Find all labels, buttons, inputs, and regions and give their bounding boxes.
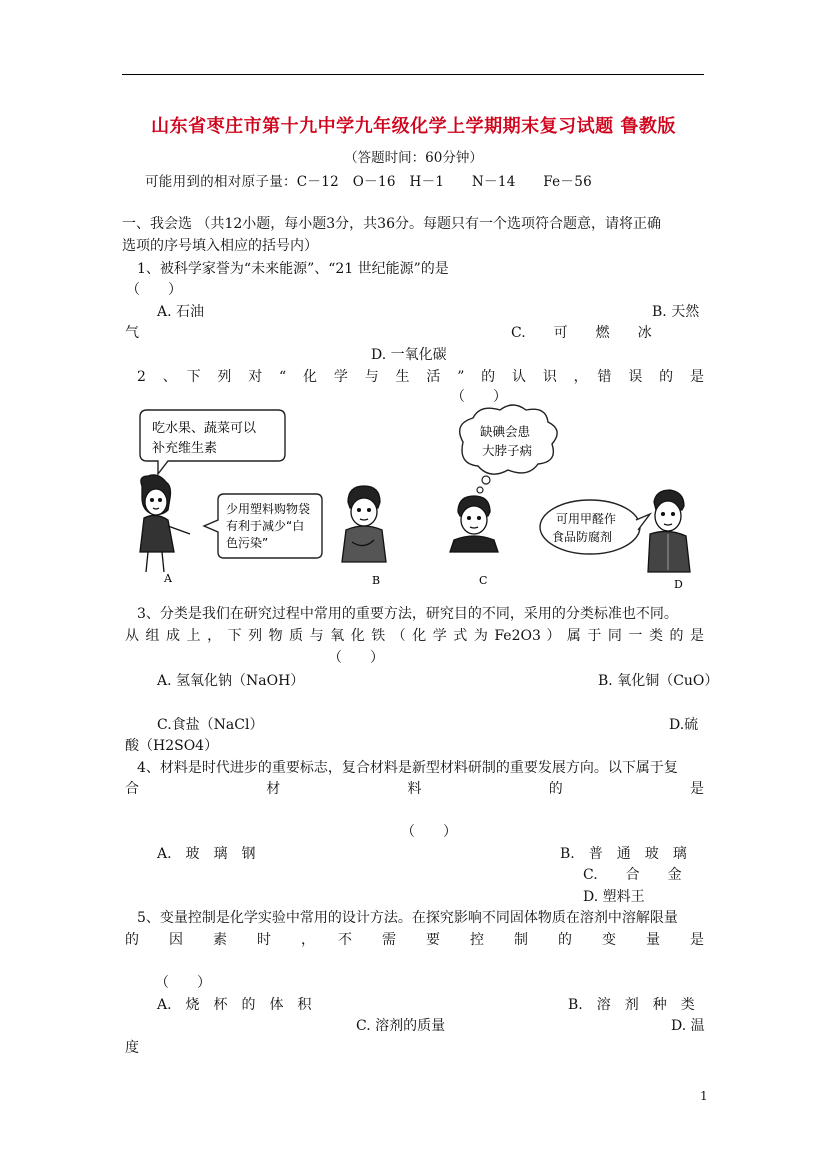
bubble-b-line1: 少用塑料购物袋	[226, 502, 311, 516]
q3-option-a: A. 氢氧化钠（NaOH）	[157, 673, 305, 689]
bubble-c-line1: 缺碘会患	[480, 424, 531, 439]
q5-stem-line1: 5、变量控制是化学实验中常用的设计方法。在探究影响不同固体物质在溶剂中溶解限量	[137, 910, 678, 926]
bubble-b-line2: 有利于减少“白	[226, 519, 305, 533]
q5-option-c: C. 溶剂的质量	[356, 1018, 446, 1034]
bubble-a-line2: 补充维生素	[152, 441, 218, 456]
section-intro-line2: 选项的序号填入相应的括号内）	[122, 238, 318, 254]
q5-paren: （ ）	[155, 975, 211, 991]
q3-option-c: C.食盐（NaCl）	[157, 717, 264, 733]
q2-illustration	[128, 402, 708, 596]
exam-time: （答题时间：60分钟）	[344, 150, 483, 166]
q3-paren: （ ）	[328, 650, 384, 666]
q2-paren: （ ）	[451, 389, 507, 405]
q1-option-b-wrap: 气	[125, 325, 139, 341]
q1-option-d: D. 一氧化碳	[371, 347, 447, 363]
q3-stem-line2: 从 组 成 上 ， 下 列 物 质 与 氧 化 铁 （ 化 学 式 为 Fe2O3 ） 属 于 同 一 类 的 是	[125, 628, 704, 644]
figure-label-d: D	[674, 578, 683, 591]
q3-option-d: D.硫	[669, 717, 699, 733]
q1-option-c: C. 可 燃 冰	[511, 325, 652, 341]
bubble-b	[204, 494, 322, 558]
q4-option-d: D. 塑料王	[583, 889, 645, 905]
bubble-c	[460, 405, 557, 500]
figure-label-b: B	[372, 574, 381, 587]
q5-option-b: B. 溶 剂 种 类	[568, 997, 695, 1013]
q4-stem-line2: 合 材 料 的 是	[125, 781, 704, 797]
page-number: 1	[700, 1089, 708, 1103]
q1-option-a: A. 石油	[157, 304, 205, 320]
q4-option-a: A. 玻 璃 钢	[157, 846, 256, 862]
q5-stem-line2: 的 因 素 时 ， 不 需 要 控 制 的 变 量 是	[125, 932, 704, 948]
q4-paren: （ ）	[401, 824, 457, 840]
q1-paren: （ ）	[126, 282, 182, 298]
atomic-mass-line: 可能用到的相对原子量：C－12 O－16 H－1 N－14 Fe－56	[145, 174, 593, 190]
q1-stem: 1、被科学家誉为“未来能源”、“21 世纪能源”的是	[137, 261, 449, 277]
section-intro-line1: 一、我会选 （共12小题，每小题3分，共36分。每题只有一个选项符合题意，请将正确	[122, 216, 661, 232]
q5-option-d: D. 温	[671, 1018, 705, 1034]
q4-option-c: C. 合 金	[583, 867, 682, 883]
bubble-b-line3: 色污染”	[226, 536, 269, 550]
character-d	[648, 490, 690, 572]
page-title: 山东省枣庄市第十九中学九年级化学上学期期末复习试题 鲁教版	[151, 116, 676, 137]
character-b	[342, 486, 386, 562]
figure-label-a: A	[164, 572, 172, 585]
q4-option-b: B. 普 通 玻 璃	[560, 846, 687, 862]
bubble-a-line1: 吃水果、蔬菜可以	[152, 421, 257, 436]
q5-option-d-wrap: 度	[125, 1040, 139, 1056]
bubble-c-line2: 大脖子病	[482, 443, 533, 458]
bubble-a	[140, 410, 285, 474]
header-rule	[122, 74, 704, 75]
q1-option-b: B. 天然	[652, 304, 700, 320]
q3-option-b: B. 氧化铜（CuO）	[598, 673, 719, 689]
bubble-d	[540, 500, 650, 554]
q3-stem-line1: 3、分类是我们在研究过程中常用的重要方法，研究目的不同，采用的分类标准也不同。	[137, 606, 678, 622]
q4-stem-line1: 4、材料是时代进步的重要标志，复合材料是新型材料研制的重要发展方向。以下属于复	[137, 760, 678, 776]
bubble-d-line2: 食品防腐剂	[552, 530, 613, 544]
character-c	[450, 496, 498, 552]
figure-label-c: C	[479, 574, 488, 587]
q5-option-a: A. 烧 杯 的 体 积	[157, 997, 312, 1013]
character-a	[140, 475, 190, 572]
bubble-d-line1: 可用甲醛作	[556, 512, 617, 526]
q2-stem: 2 、 下 列 对 “ 化 学 与 生 活 ” 的 认 识 ， 错 误 的 是	[137, 369, 704, 385]
q3-option-d-wrap: 酸（H2SO4）	[125, 738, 219, 754]
